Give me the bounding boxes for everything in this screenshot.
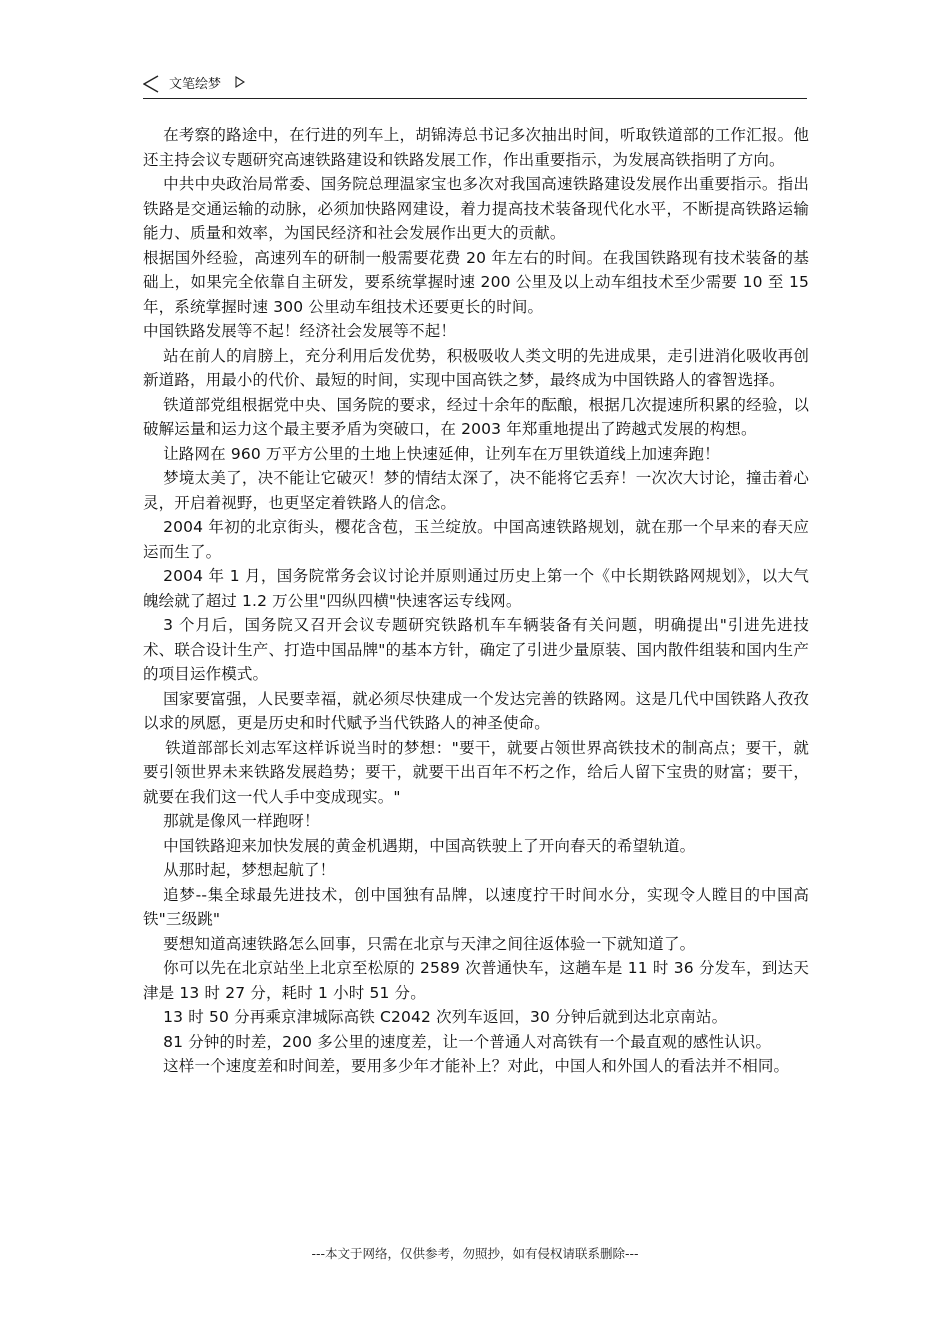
- page-header: [143, 72, 807, 99]
- paragraph: 追梦--集全球最先进技术，创中国独有品牌，以速度拧干时间水分，实现令人瞠目的中国高铁"三级跳": [143, 885, 809, 928]
- paragraph: 铁道部党组根据党中央、国务院的要求，经过十余年的酝酿，根据几次提速所积累的经验，以破解运量和运力这个最主要矛盾为突破口，在 2003 年郑重地提出了跨越式发展的构想。: [143, 395, 809, 438]
- header-title: 文笔绘梦: [169, 77, 222, 92]
- triangle-right-icon: [235, 76, 245, 88]
- paragraph: 81 分钟的时差，200 多公里的速度差，让一个普通人对高铁有一个最直观的感性认识。: [163, 1032, 772, 1051]
- paragraph: 2004 年 1 月，国务院常务会议讨论并原则通过历史上第一个《中长期铁路网规划》，以大气魄绘就了超过 1.2 万公里"四纵四横"快速客运专线网。: [143, 567, 809, 610]
- paragraph: 在考察的路途中，在行进的列车上，胡锦涛总书记多次抽出时间，听取铁道部的工作汇报。他还主持会议专题研究高速铁路建设和铁路发展工作，作出重要指示，为发展高铁指明了方向。: [143, 126, 809, 169]
- paragraph: 站在前人的肩膀上，充分利用后发优势，积极吸收人类文明的先进成果，走引进消化吸收再创新道路，用最小的代价、最短的时间，实现中国高铁之梦，最终成为中国铁路人的睿智选择。: [143, 346, 809, 389]
- footer-disclaimer: ---本文于网络，仅供参考，勿照抄，如有侵权请联系删除---: [311, 1246, 639, 1261]
- triangle-left-icon: [143, 75, 159, 93]
- paragraph: 梦境太美了，决不能让它破灭！梦的情结太深了，决不能将它丢弃！一次次大讨论，撞击着心灵，开启着视野，也更坚定着铁路人的信念。: [143, 469, 809, 512]
- paragraph: 国家要富强，人民要幸福，就必须尽快建成一个发达完善的铁路网。这是几代中国铁路人孜孜以求的夙愿，更是历史和时代赋予当代铁路人的神圣使命。: [143, 689, 809, 732]
- paragraph: 让路网在 960 万平方公里的土地上快速延伸，让列车在万里铁道线上加速奔跑！: [163, 444, 720, 463]
- paragraph: 那就是像风一样跑呀！: [163, 812, 320, 830]
- paragraph: 从那时起，梦想起航了！: [163, 861, 336, 879]
- paragraph: 铁道部部长刘志军这样诉说当时的梦想："要干，就要占领世界高铁技术的制高点；要干，就要引领世界未来铁路发展趋势；要干，就要干出百年不朽之作，给后人留下宝贵的财富；要干，就要在我们这一代人手中变成现实。": [143, 738, 809, 806]
- paragraph: 要想知道高速铁路怎么回事，只需在北京与天津之间往返体验一下就知道了。: [163, 934, 696, 953]
- paragraph: 这样一个速度差和时间差，要用多少年才能补上？对此，中国人和外国人的看法并不相同。: [163, 1057, 790, 1075]
- paragraph: 中共中央政治局常委、国务院总理温家宝也多次对我国高速铁路建设发展作出重要指示。指出铁路是交通运输的动脉，必须加快路网建设，着力提高技术装备现代化水平，不断提高铁路运输能力、质量和效率，为国民经济和社会发展作出更大的贡献。: [143, 175, 809, 242]
- paragraph: 根据国外经验，高速列车的研制一般需要花费 20 年左右的时间。在我国铁路现有技术装备的基础上，如果完全依靠自主研发，要系统掌握时速 200 公里及以上动车组技术至少需要 10 至 15 年，系统掌握时速 300 公里动车组技术还要更长的时间。: [143, 248, 809, 316]
- paragraph: 你可以先在北京站坐上北京至松原的 2589 次普通快车，这趟车是 11 时 36 分发车，到达天津是 13 时 27 分，耗时 1 小时 51 分。: [143, 959, 809, 1002]
- paragraph: 3 个月后，国务院又召开会议专题研究铁路机车车辆装备有关问题，明确提出"引进先进技术、联合设计生产、打造中国品牌"的基本方针，确定了引进少量原装、国内散件组装和国内生产的项目运作模式。: [143, 616, 809, 683]
- paragraph: 中国铁路发展等不起！经济社会发展等不起！: [143, 322, 457, 340]
- paragraph: 2004 年初的北京街头，樱花含苞，玉兰绽放。中国高速铁路规划，就在那一个早来的春天应运而生了。: [143, 518, 809, 561]
- article-body: [143, 123, 809, 1079]
- paragraph: 13 时 50 分再乘京津城际高铁 C2042 次列车返回，30 分钟后就到达北京南站。: [163, 1008, 728, 1026]
- paragraph: 中国铁路迎来加快发展的黄金机遇期，中国高铁驶上了开向春天的希望轨道。: [163, 836, 696, 855]
